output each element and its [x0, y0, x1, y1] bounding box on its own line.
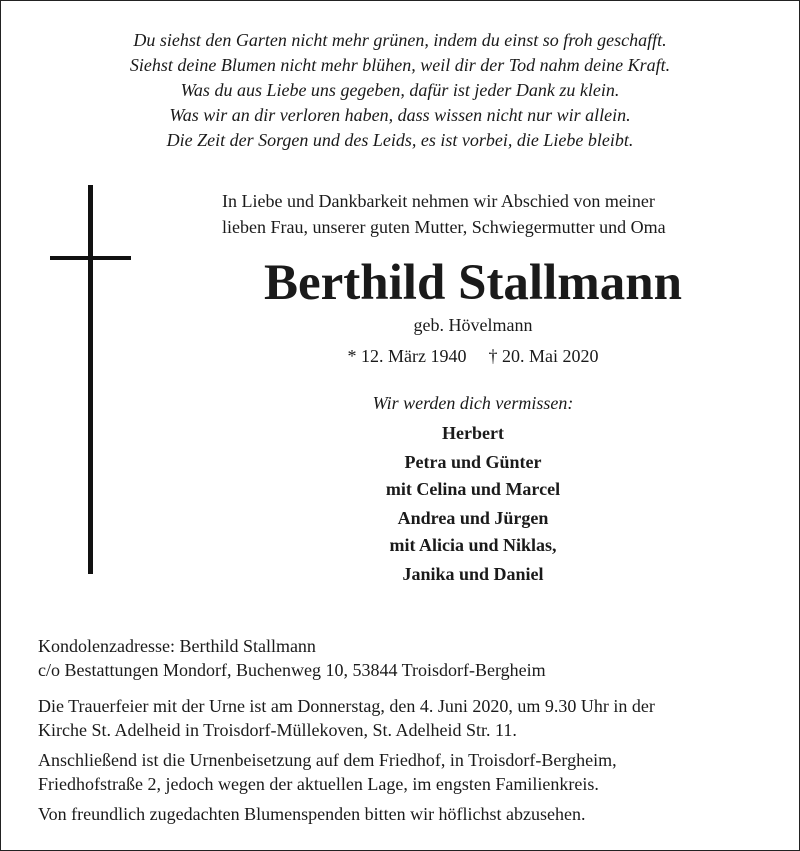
birth-name: geb. Hövelmann: [413, 315, 533, 335]
burial-line: Friedhofstraße 2, jedoch wegen der aktuellen Lage, im engsten Familienkreis.: [38, 774, 599, 794]
deceased-name: Berthild Stallmann: [264, 255, 682, 311]
condolence-line: c/o Bestattungen Mondorf, Buchenweg 10, 53844 Troisdorf-Bergheim: [38, 660, 546, 680]
mourner-name: Janika und Daniel: [402, 564, 544, 584]
mourner-group: [222, 420, 724, 447]
poem: [0, 28, 800, 153]
funeral-line: Kirche St. Adelheid in Troisdorf-Müllekoven, St. Adelheid Str. 11.: [38, 720, 517, 740]
mourner-group: [222, 505, 724, 559]
mourner-name: Andrea und Jürgen: [397, 508, 549, 528]
mourner-group: [222, 449, 724, 503]
burial-line: Anschließend ist die Urnenbeisetzung auf dem Friedhof, in Troisdorf-Bergheim,: [38, 750, 617, 770]
poem-line: Siehst deine Blumen nicht mehr blühen, weil dir der Tod nahm deine Kraft.: [129, 55, 671, 75]
mourner-name: mit Celina und Marcel: [385, 479, 561, 499]
cross-icon-bar: [50, 256, 131, 260]
poem-line: Was wir an dir verloren haben, dass wissen nicht nur wir allein.: [169, 105, 631, 125]
poem-line: Die Zeit der Sorgen und des Leids, es ist vorbei, die Liebe bleibt.: [166, 130, 634, 150]
poem-line: Du siehst den Garten nicht mehr grünen, indem du einst so froh geschafft.: [133, 30, 667, 50]
service-info: [38, 634, 763, 826]
condolence-address: [38, 634, 763, 682]
condolence-line: Kondolenzadresse: Berthild Stallmann: [38, 636, 316, 656]
intro-line: lieben Frau, unserer guten Mutter, Schwiegermutter und Oma: [222, 217, 666, 237]
mourners-lead: Wir werden dich vermissen:: [372, 393, 574, 413]
mourners: [222, 390, 724, 588]
funeral-info: [38, 694, 763, 742]
cross-icon: [88, 185, 93, 574]
intro-text: [222, 188, 666, 240]
mourner-group: [222, 561, 724, 588]
death-date: † 20. Mai 2020: [488, 346, 599, 366]
flowers-note: Von freundlich zugedachten Blumenspenden bitten wir höflichst abzusehen.: [38, 804, 586, 824]
funeral-line: Die Trauerfeier mit der Urne ist am Donnerstag, den 4. Juni 2020, um 9.30 Uhr in der: [38, 696, 655, 716]
intro-line: In Liebe und Dankbarkeit nehmen wir Abschied von meiner: [222, 191, 655, 211]
mourner-name: Petra und Günter: [404, 452, 542, 472]
mourner-name: Herbert: [442, 423, 504, 443]
birth-date: * 12. März 1940: [347, 346, 467, 366]
poem-line: Was du aus Liebe uns gegeben, dafür ist jeder Dank zu klein.: [180, 80, 620, 100]
life-dates: [222, 343, 724, 369]
burial-info: [38, 748, 763, 796]
mourner-name: mit Alicia und Niklas,: [389, 535, 557, 555]
